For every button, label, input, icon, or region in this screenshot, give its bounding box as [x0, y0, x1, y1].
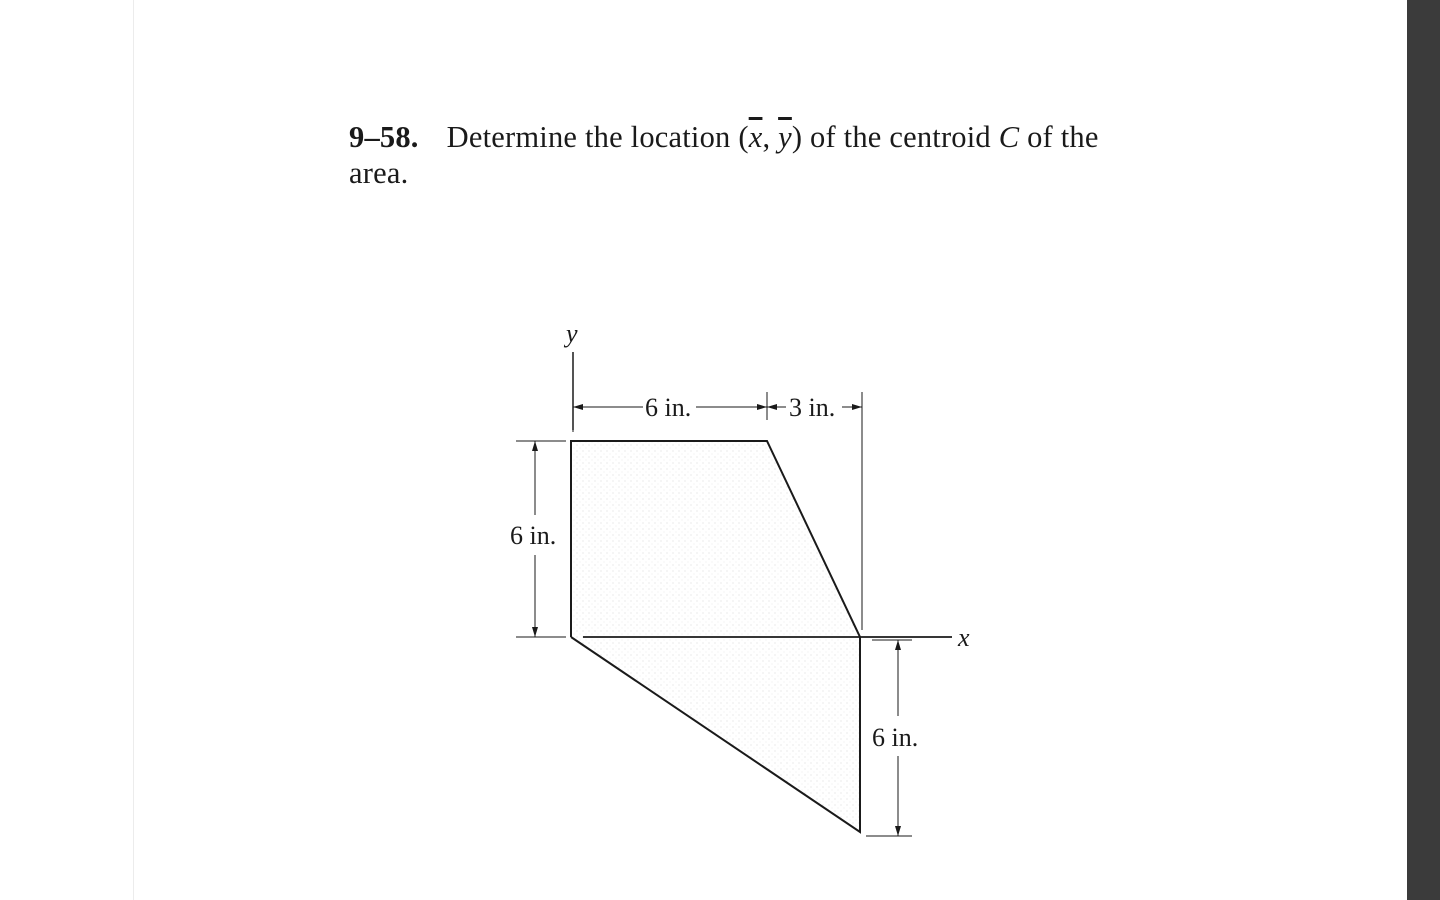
arrowhead: [757, 404, 767, 410]
arrowhead: [895, 826, 901, 836]
problem-text-start: Determine the location (: [446, 120, 749, 154]
y-bar-symbol: $\overline{y}$: [778, 120, 792, 154]
dim-top-right-label: 3 in.: [789, 393, 836, 422]
problem-number: 9–58.: [349, 120, 419, 154]
dim-right-label: 6 in.: [872, 723, 919, 752]
arrowhead: [852, 404, 862, 410]
y-axis-label: y: [566, 319, 578, 348]
problem-text-middle: ) of the centroid: [791, 120, 999, 154]
x-bar-symbol: $\overline{x}$: [748, 120, 763, 154]
arrowhead: [532, 441, 538, 451]
arrowhead: [895, 640, 901, 650]
dim-left-label: 6 in.: [510, 521, 557, 550]
dim-top-left-label: 6 in.: [645, 393, 692, 422]
arrowhead: [767, 404, 777, 410]
centroid-symbol: C: [998, 120, 1020, 154]
comma-separator: ,: [762, 120, 779, 154]
arrowhead: [532, 627, 538, 637]
arrowhead: [573, 404, 583, 410]
x-axis-label: x: [958, 623, 970, 652]
problem-text-end: of the area.: [349, 120, 1099, 190]
